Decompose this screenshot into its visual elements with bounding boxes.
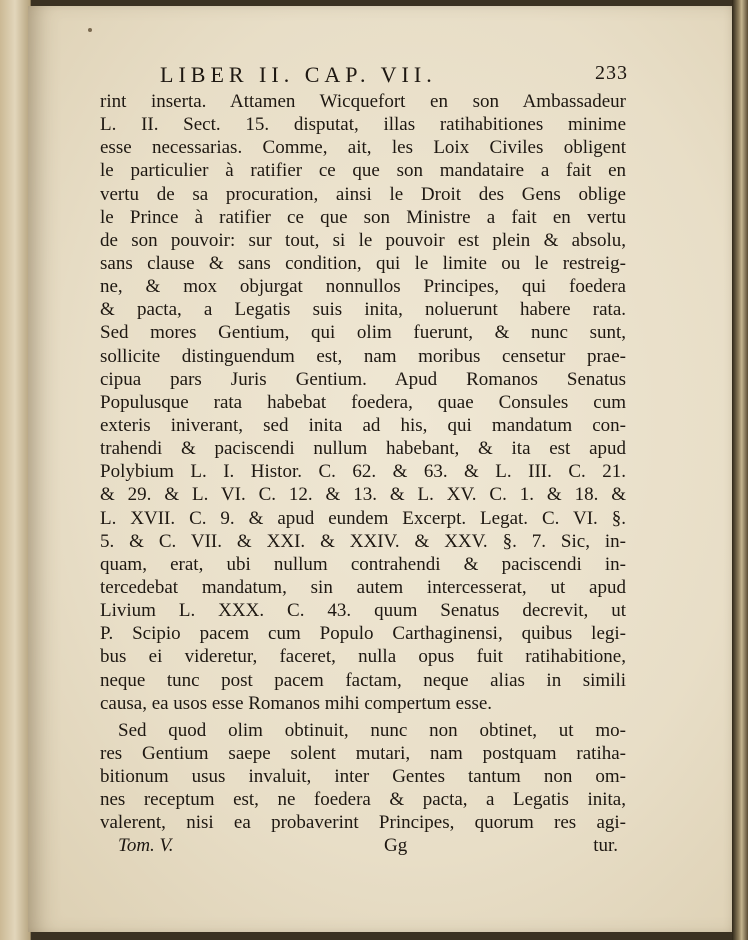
text-line: tercedebat mandatum, sin autem intercesserat, ut apud: [100, 576, 626, 598]
text-line: bitionum usus invaluit, inter Gentes tantum non om-: [100, 766, 626, 788]
text-line: rint inserta. Attamen Wicquefort en son Ambassadeur: [100, 91, 626, 112]
text-line: Livium L. XXX. C. 43. quum Senatus decrevit, ut: [100, 600, 626, 622]
text-line: cipua pars Juris Gentium. Apud Romanos Senatus: [100, 368, 626, 390]
text-line: & pacta, a Legatis suis inita, noluerunt habere rata.: [100, 299, 626, 321]
text-line: & 29. & L. VI. C. 12. & 13. & L. XV. C. 1. & 18. &: [100, 484, 626, 506]
running-head-title: LIBER II. CAP. VII.: [160, 62, 437, 87]
text-line: trahendi & paciscendi nullum habebant, & ita est apud: [100, 438, 626, 460]
text-line: le particulier à ratifier ce que son mandataire a fait en: [100, 160, 626, 182]
ink-speck: [88, 28, 92, 32]
text-line: quam, erat, ubi nullum contrahendi & paciscendi in-: [100, 553, 626, 575]
text-line: Sed quod olim obtinuit, nunc non obtinet, ut mo-: [118, 719, 626, 741]
text-line: esse necessarias. Comme, ait, les Loix Civiles obligent: [100, 137, 626, 159]
text-line: exteris iniverant, sed inita ad his, qui mandatum con-: [100, 414, 626, 436]
text-line: P. Scipio pacem cum Populo Carthaginensi, quibus legi-: [100, 623, 626, 645]
catchword: tur.: [593, 834, 618, 856]
text-line: nes receptum est, ne foedera & pacta, a Legatis inita,: [100, 789, 626, 811]
text-line: sollicite distinguendum est, nam moribus censetur prae-: [100, 345, 626, 367]
text-line: Polybium L. I. Histor. C. 62. & 63. & L. III. C. 21.: [100, 461, 626, 483]
text-line: bus ei videretur, faceret, nulla opus fuit ratihabitione,: [100, 646, 626, 668]
page-number: 233: [595, 62, 628, 84]
right-page-edge: [732, 0, 748, 940]
text-line: sans clause & sans condition, qui le limite ou le restreig-: [100, 252, 626, 274]
text-line: res Gentium saepe solent mutari, nam postquam ratiha-: [100, 742, 626, 764]
running-head: [100, 62, 626, 90]
text-line: vertu de sa procuration, ainsi le Droit des Gens oblige: [100, 183, 626, 205]
left-page-edge: [0, 0, 31, 940]
text-line: le Prince à ratifier ce que son Ministre a fait en vertu: [100, 206, 626, 228]
text-line: L. XVII. C. 9. & apud eundem Excerpt. Legat. C. VI. §.: [100, 507, 626, 529]
text-line: ne, & mox objurgat nonnullos Principes, qui foedera: [100, 276, 626, 298]
text-line: de son pouvoir: sur tout, si le pouvoir est plein & absolu,: [100, 229, 626, 251]
text-line: Sed mores Gentium, qui olim fuerunt, & nunc sunt,: [100, 322, 626, 344]
text-line: causa, ea usos esse Romanos mihi compertum esse.: [100, 692, 493, 714]
text-line: neque tunc post pacem factam, neque alias in simili: [100, 669, 626, 691]
text-line: valerent, nisi ea probaverint Principes, quorum res agi-: [100, 812, 626, 834]
signature-mark: Gg: [384, 834, 408, 856]
page-footer: [100, 835, 626, 859]
text-block: [100, 62, 626, 859]
page: [28, 6, 734, 932]
text-line: Populusque rata habebat foedera, quae Consules cum: [100, 391, 626, 413]
text-line: L. II. Sect. 15. disputat, illas ratihabitiones minime: [100, 114, 626, 136]
text-line: 5. & C. VII. & XXI. & XXIV. & XXV. §. 7. Sic, in-: [100, 530, 626, 552]
volume-label: Tom. V.: [118, 834, 174, 856]
body-text: [100, 90, 626, 835]
